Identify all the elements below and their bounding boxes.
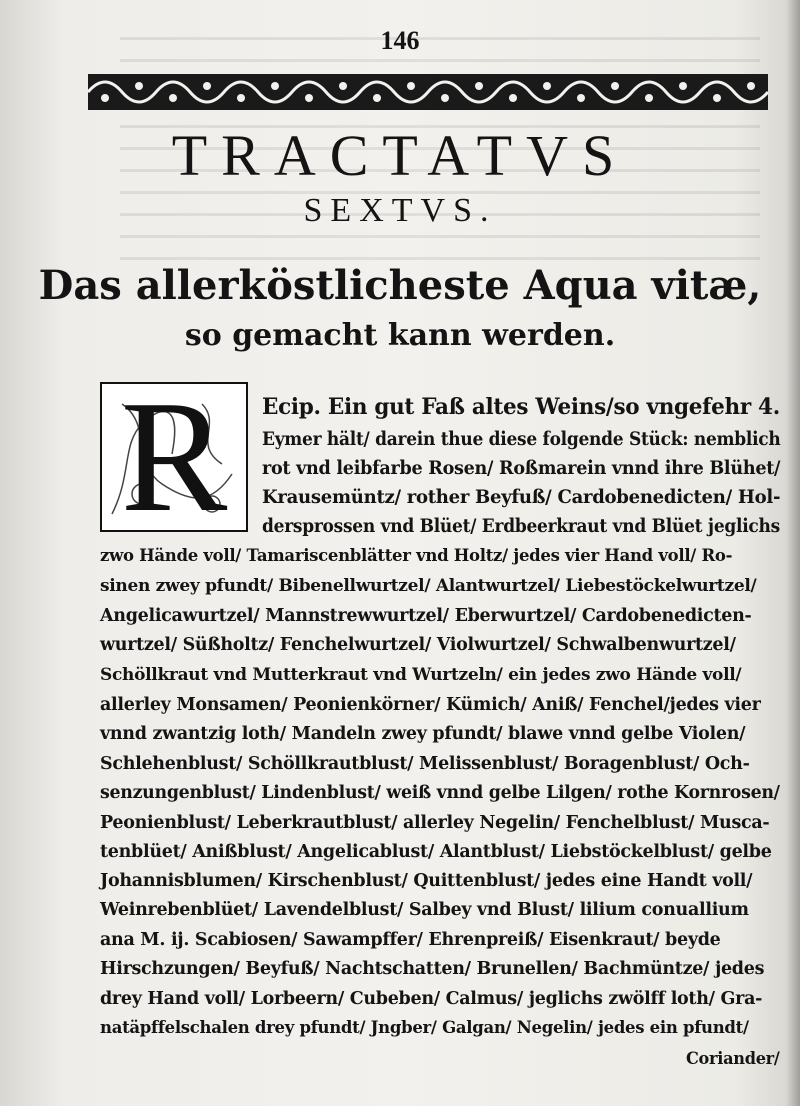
text-line: zwo Hände voll/ Tamariscenblätter vnd Holtz/ jedes vier Hand voll/ Ro- bbox=[100, 546, 733, 565]
text-line: rot vnd leibfarbe Rosen/ Roßmarein vnnd ihre Blühet/ bbox=[262, 457, 781, 479]
text-line: dersprossen vnd Blüet/ Erdbeerkraut vnd Blüet jeglichs bbox=[262, 515, 780, 537]
text-line: Schöllkraut vnd Mutterkraut vnd Wurtzeln/ ein jedes zwo Hände voll/ bbox=[100, 665, 742, 685]
treatise-title: TRACTATVS bbox=[171, 123, 629, 188]
text-line: Schlehenblust/ Schöllkrautblust/ Melissenblust/ Boragenblust/ Och- bbox=[100, 754, 750, 774]
ornamental-border bbox=[88, 72, 768, 112]
text-line: Peonienblust/ Leberkrautblust/ allerley Negelin/ Fenchelblust/ Musca- bbox=[100, 813, 770, 833]
text-line: drey Hand voll/ Lorbeern/ Cubeben/ Calmus/ jeglichs zwölff loth/ Gra- bbox=[100, 989, 763, 1009]
text-line: natäpffelschalen drey pfundt/ Jngber/ Galgan/ Negelin/ jedes ein pfundt/ bbox=[100, 1018, 749, 1037]
initial-letter: R bbox=[120, 367, 228, 545]
catchword: Coriander/ bbox=[686, 1049, 780, 1069]
text-line: Angelicawurtzel/ Mannstrewwurtzel/ Eberwurtzel/ Cardobenedicten- bbox=[100, 606, 752, 626]
text-line: vnnd zwantzig loth/ Mandeln zwey pfundt/ blawe vnnd gelbe Violen/ bbox=[100, 724, 746, 744]
treatise-subtitle: SEXTVS. bbox=[303, 192, 497, 229]
text-line: allerley Monsamen/ Peonienkörner/ Kümich/ Aniß/ Fenchel/jedes vier bbox=[100, 695, 761, 715]
decorated-initial bbox=[100, 367, 248, 545]
text-line: Ecip. Ein gut Faß altes Weins/so vngefehr 4. bbox=[262, 394, 780, 420]
text-line: tenblüet/ Anißblust/ Angelicablust/ Alantblust/ Liebstöckelblust/ gelbe bbox=[100, 842, 772, 862]
text-line: Eymer hält/ darein thue diese folgende Stück: nemblich bbox=[262, 428, 781, 450]
text-line: ana M. ij. Scabiosen/ Sawampffer/ Ehrenpreiß/ Eisenkraut/ beyde bbox=[100, 930, 721, 950]
text-line: Krausemüntz/ rother Beyfuß/ Cardobenedicten/ Hol- bbox=[262, 486, 781, 508]
text-line: Johannisblumen/ Kirschenblust/ Quittenblust/ jedes eine Handt voll/ bbox=[100, 871, 753, 891]
text-line: Hirschzungen/ Beyfuß/ Nachtschatten/ Brunellen/ Bachmüntze/ jedes bbox=[100, 959, 765, 979]
chapter-heading-line-1: Das allerköstlicheste Aqua vitæ, bbox=[38, 262, 762, 309]
chapter-heading-line-2: so gemacht kann werden. bbox=[184, 318, 616, 353]
text-line: wurtzel/ Süßholtz/ Fenchelwurtzel/ Violwurtzel/ Schwalbenwurtzel/ bbox=[100, 635, 736, 655]
page-number: 146 bbox=[380, 26, 420, 55]
text-line: senzungenblust/ Lindenblust/ weiß vnnd gelbe Lilgen/ rothe Kornrosen/ bbox=[100, 783, 780, 803]
text-line: Weinrebenblüet/ Lavendelblust/ Salbey vnd Blust/ lilium conuallium bbox=[100, 900, 749, 920]
page-edge-shadow bbox=[786, 0, 800, 1106]
text-line: sinen zwey pfundt/ Bibenellwurtzel/ Alantwurtzel/ Liebestöckelwurtzel/ bbox=[100, 576, 757, 596]
